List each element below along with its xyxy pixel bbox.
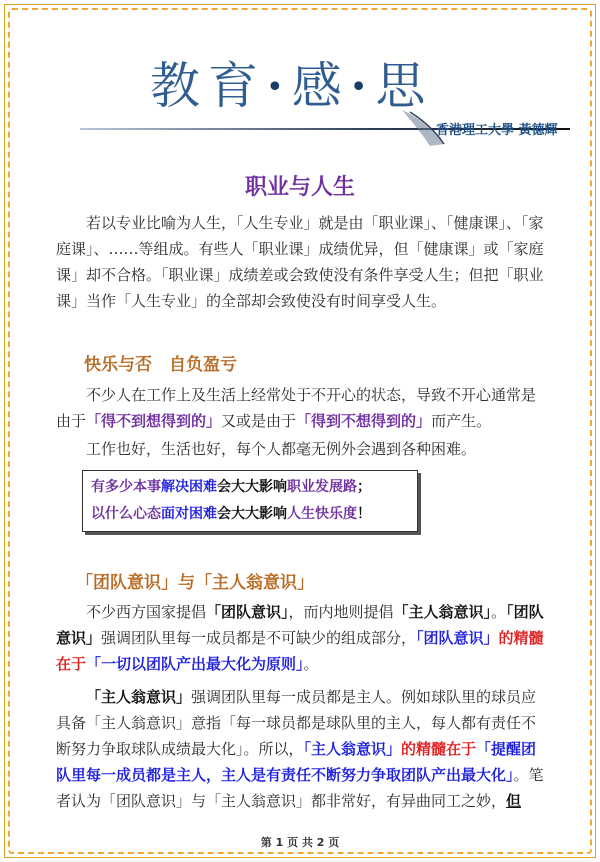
section-heading-happiness: 快乐与否 自负盈亏 (84, 355, 237, 375)
callout-box (82, 470, 418, 532)
text-span: 。 (491, 603, 507, 621)
callout-text: 有多少本事 (91, 479, 161, 495)
bold-text: 「主人翁意识」 (393, 603, 492, 621)
bold-text: 「主人翁意识」 (86, 688, 192, 706)
text-span: 。笔者认为「团队意识」与「主人翁意识」都非常好，有异曲同工之妙， (56, 766, 544, 810)
callout-text: ！ (357, 506, 371, 522)
underlined-text: 但 (506, 792, 522, 810)
blue-highlight: 「一切以团队产出最大化为原则」 (86, 655, 304, 673)
header-banner (0, 0, 600, 150)
happiness-paragraph (56, 382, 548, 434)
callout-line-1 (91, 474, 409, 501)
callout-text: 会大大影响 (217, 506, 287, 522)
bold-text: 「团队意识」 (56, 603, 544, 647)
red-highlight: 的精髓在于 (56, 629, 544, 673)
blue-highlight: 「主人翁意识」 (303, 740, 402, 758)
callout-line-2 (91, 501, 409, 528)
callout-text: 会大大影响 (217, 479, 287, 495)
highlight-text: 「得不到想得到的」 (86, 412, 222, 430)
brand-word-1: 教育 (150, 57, 266, 115)
brand-title (150, 56, 433, 124)
blue-highlight: 「提醒团队里每一成员都是主人，主人是有责任不断努力争取团队产出最大化」 (56, 740, 537, 784)
blue-highlight: 「团队意识」 (416, 629, 499, 647)
bold-text: 「团队意识」 (206, 603, 289, 621)
brand-word-3: 思 (375, 57, 434, 115)
text-span: 又或是由于 (221, 412, 297, 430)
text-span: 不少西方国家提倡 (86, 603, 207, 621)
brand-dot-1: • (266, 70, 292, 105)
text-span: 强调团队里每一成员都是不可缺少的组成部分， (101, 629, 417, 647)
callout-text: 以什么心态 (91, 506, 161, 522)
callout-text: 面对困难 (161, 506, 217, 522)
team-paragraph (56, 599, 548, 677)
callout-text: 职业发展路 (287, 479, 357, 495)
page-title: 职业与人生 (244, 175, 355, 200)
callout-text: 人生快乐度 (287, 506, 357, 522)
text-span: ，而内地则提倡 (288, 603, 394, 621)
intro-paragraph: 若以专业比喻为人生，「人生专业」就是由「职业课」、「健康课」、「家庭课」、……等组成。有些人「职业课」成绩优异，但「健康课」或「家庭课」却不合格。「职业课」成绩差或会致使没有条件享受人生；但把「职业课」当作「人生专业」的全部却会致使没有时间享受人生。 (56, 214, 544, 310)
callout-text: 解决困难 (161, 479, 217, 495)
text-span: 而产生。 (431, 412, 492, 430)
text-span: 不少人在工作上及生活上经常处于不开心的状态，导致不开心通常是由于 (56, 386, 537, 430)
page-footer: 第 1 页 共 2 页 (260, 836, 340, 849)
red-highlight: 的精髓在于 (401, 740, 477, 758)
text-span: 。 (303, 655, 319, 673)
owner-paragraph (56, 684, 548, 814)
highlight-text: 「得到不想得到的」 (296, 412, 432, 430)
callout-text: ； (357, 479, 371, 495)
brand-dot-2: • (349, 70, 376, 105)
difficulty-paragraph: 工作也好，生活也好，每个人都毫无例外会遇到各种困难。 (86, 440, 477, 458)
author-byline: 香港理工大學 黃德輝 (436, 123, 558, 138)
brand-word-2: 感 (291, 57, 350, 115)
text-span: 强调团队里每一成员都是主人。例如球队里的球员应具备「主人翁意识」意指「每一球员都是球队里的主人，每人都有责任不断努力争取球队成绩最大化」。所以， (56, 688, 537, 758)
section-heading-team: 「团队意识」与「主人翁意识」 (76, 573, 314, 593)
